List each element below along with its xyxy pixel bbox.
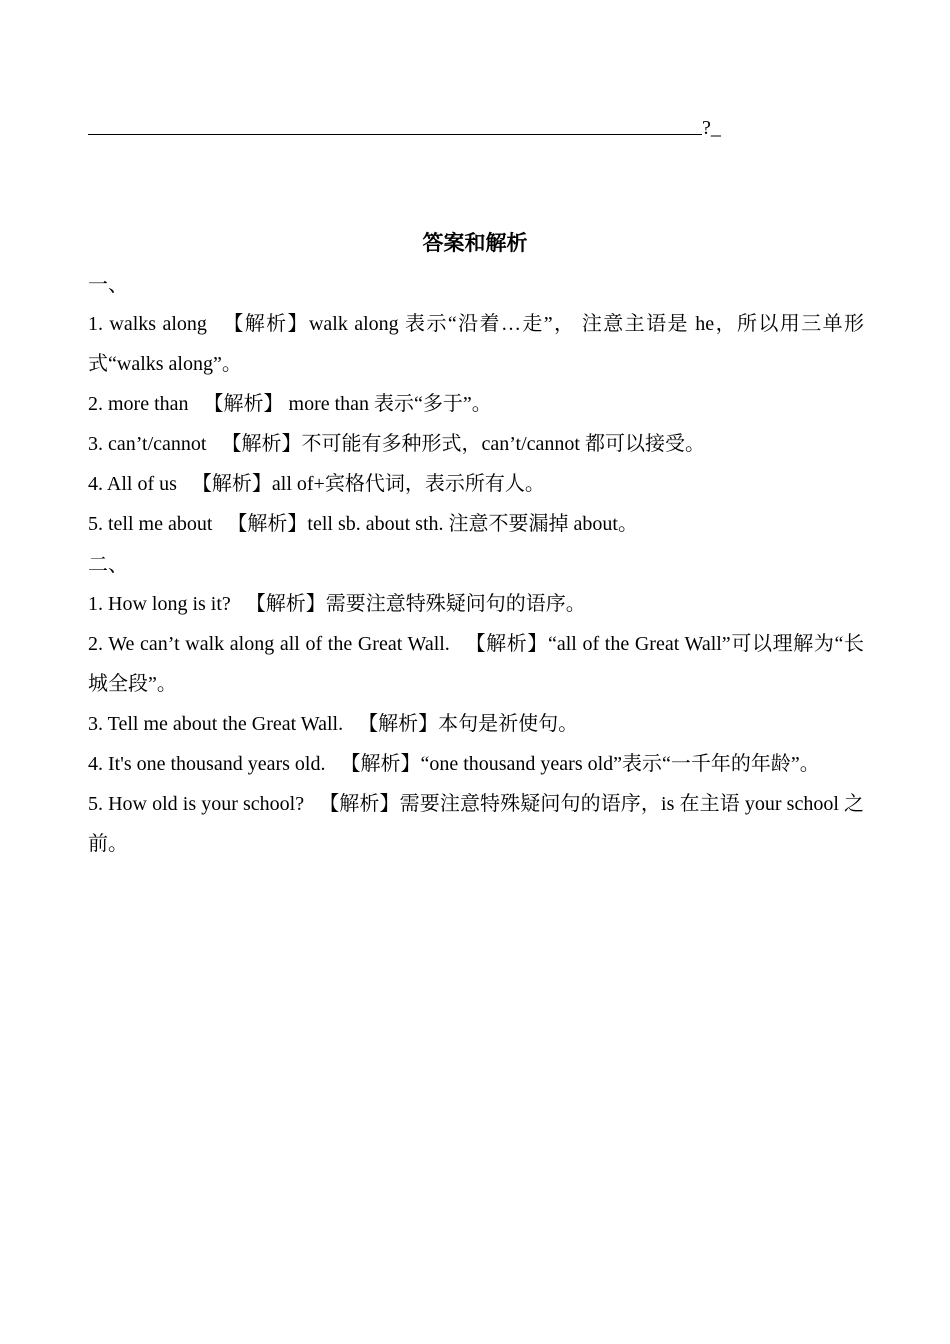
answer-text: 4. It's one thousand years old. (88, 753, 326, 775)
section-heading-1: 一、 (88, 272, 128, 296)
answer-item (88, 624, 864, 704)
answer-text: 4. All of us (88, 473, 177, 495)
answer-item (88, 704, 864, 744)
answer-text: 1. How long is it? (88, 593, 231, 615)
answer-item (88, 464, 864, 504)
answer-text: 2. more than (88, 393, 189, 415)
answer-text: 5. How old is your school? (88, 793, 305, 815)
explanation-text: 需要注意特殊疑问句的语序，is 在主语 your school 之前。 (88, 793, 864, 855)
explanation-text: “one thousand years old”表示“一千年的年龄”。 (420, 753, 820, 775)
blank-suffix: ?_ (702, 117, 721, 139)
explanation-text: 不可能有多种形式，can’t/cannot 都可以接受。 (301, 433, 705, 455)
explanation-text: walk along 表示“沿着…走”， 注意主语是 he，所以用三单形式“walks along”。 (88, 313, 864, 375)
answer-text: 1. walks along (88, 313, 207, 335)
page-title: 答案和解析 (422, 231, 528, 255)
answer-blank-line (88, 116, 728, 140)
answer-item (88, 744, 864, 784)
analysis-tag: 【解析】 (221, 433, 302, 455)
answer-item (88, 384, 864, 424)
answer-item (88, 504, 864, 544)
analysis-tag: 【解析】 (191, 473, 272, 495)
blank-underline (88, 116, 702, 135)
answer-text: 5. tell me about (88, 513, 213, 535)
explanation-text: all of+宾格代词，表示所有人。 (271, 473, 545, 495)
answer-content (88, 264, 864, 864)
answer-text: 2. We can’t walk along all of the Great Wall. (88, 633, 450, 655)
explanation-text: 需要注意特殊疑问句的语序。 (325, 593, 586, 615)
explanation-text: “all of the Great Wall”可以理解为“长城全段”。 (88, 633, 864, 695)
answer-text: 3. Tell me about the Great Wall. (88, 713, 344, 735)
analysis-tag: 【解析】 (319, 793, 400, 815)
explanation-text: tell sb. about sth. 注意不要漏掉 about。 (307, 513, 638, 535)
analysis-tag: 【解析】 (358, 713, 439, 735)
answer-text: 3. can’t/cannot (88, 433, 207, 455)
answer-item (88, 424, 864, 464)
analysis-tag: 【解析】 (245, 593, 326, 615)
analysis-tag: 【解析】 (340, 753, 421, 775)
section-heading-2: 二、 (88, 552, 128, 576)
answer-item (88, 584, 864, 624)
explanation-text: 本句是祈使句。 (438, 713, 579, 735)
analysis-tag: 【解析】 (465, 633, 548, 655)
answer-item (88, 304, 864, 384)
explanation-text: more than 表示“多于”。 (283, 393, 492, 415)
answer-item (88, 784, 864, 864)
analysis-tag: 【解析】 (223, 313, 309, 335)
analysis-tag: 【解析】 (203, 393, 284, 415)
analysis-tag: 【解析】 (227, 513, 308, 535)
